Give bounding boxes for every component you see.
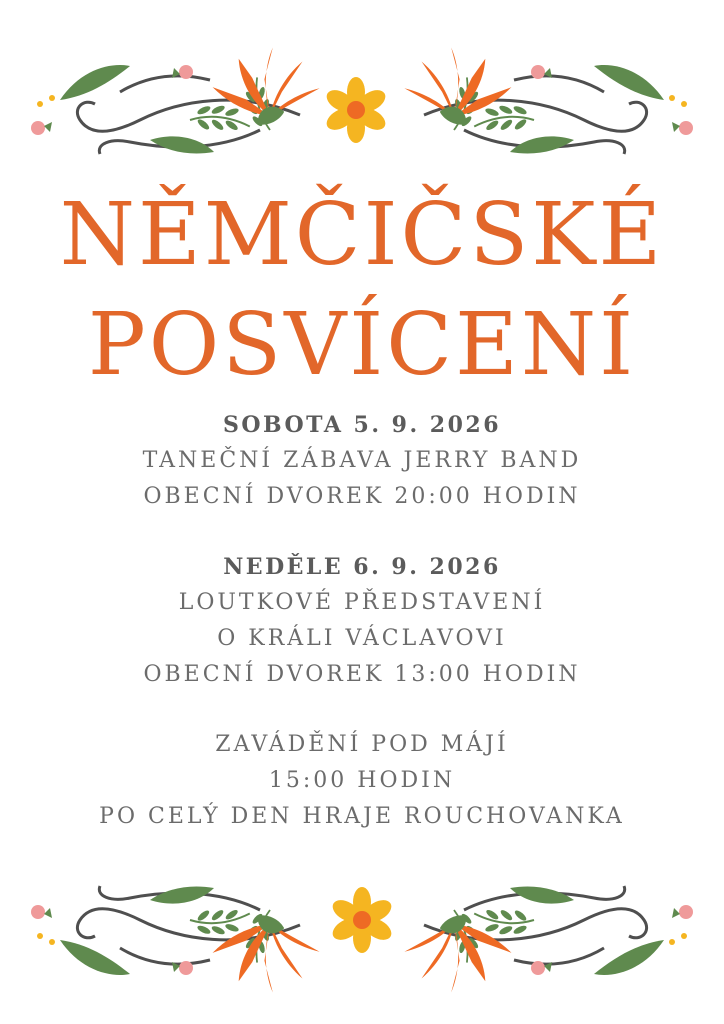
saturday-date: SOBOTA 5. 9. 2026 xyxy=(222,412,502,438)
extra-line-1: ZAVÁDĚNÍ POD MÁJÍ xyxy=(215,732,509,757)
bottom-floral-ornament xyxy=(0,860,724,1020)
sunday-event-1: LOUTKOVÉ PŘEDSTAVENÍ xyxy=(178,590,546,615)
title-line-1: NĚMČIČSKÉ xyxy=(59,185,665,285)
saturday-place: OBECNÍ DVOREK 20:00 HODIN xyxy=(143,484,581,509)
sunday-event-2: O KRÁLI VÁCLAVOVI xyxy=(217,626,507,651)
sunday-place: OBECNÍ DVOREK 13:00 HODIN xyxy=(143,662,581,687)
top-floral-ornament xyxy=(0,20,724,180)
sunday-date: NEDĚLE 6. 9. 2026 xyxy=(223,554,501,580)
extra-line-2: 15:00 HODIN xyxy=(268,768,456,793)
extra-line-3: PO CELÝ DEN HRAJE ROUCHOVANKA xyxy=(99,804,625,829)
saturday-event: TANEČNÍ ZÁBAVA JERRY BAND xyxy=(142,448,582,473)
title-line-2: POSVÍCENÍ xyxy=(87,295,637,395)
